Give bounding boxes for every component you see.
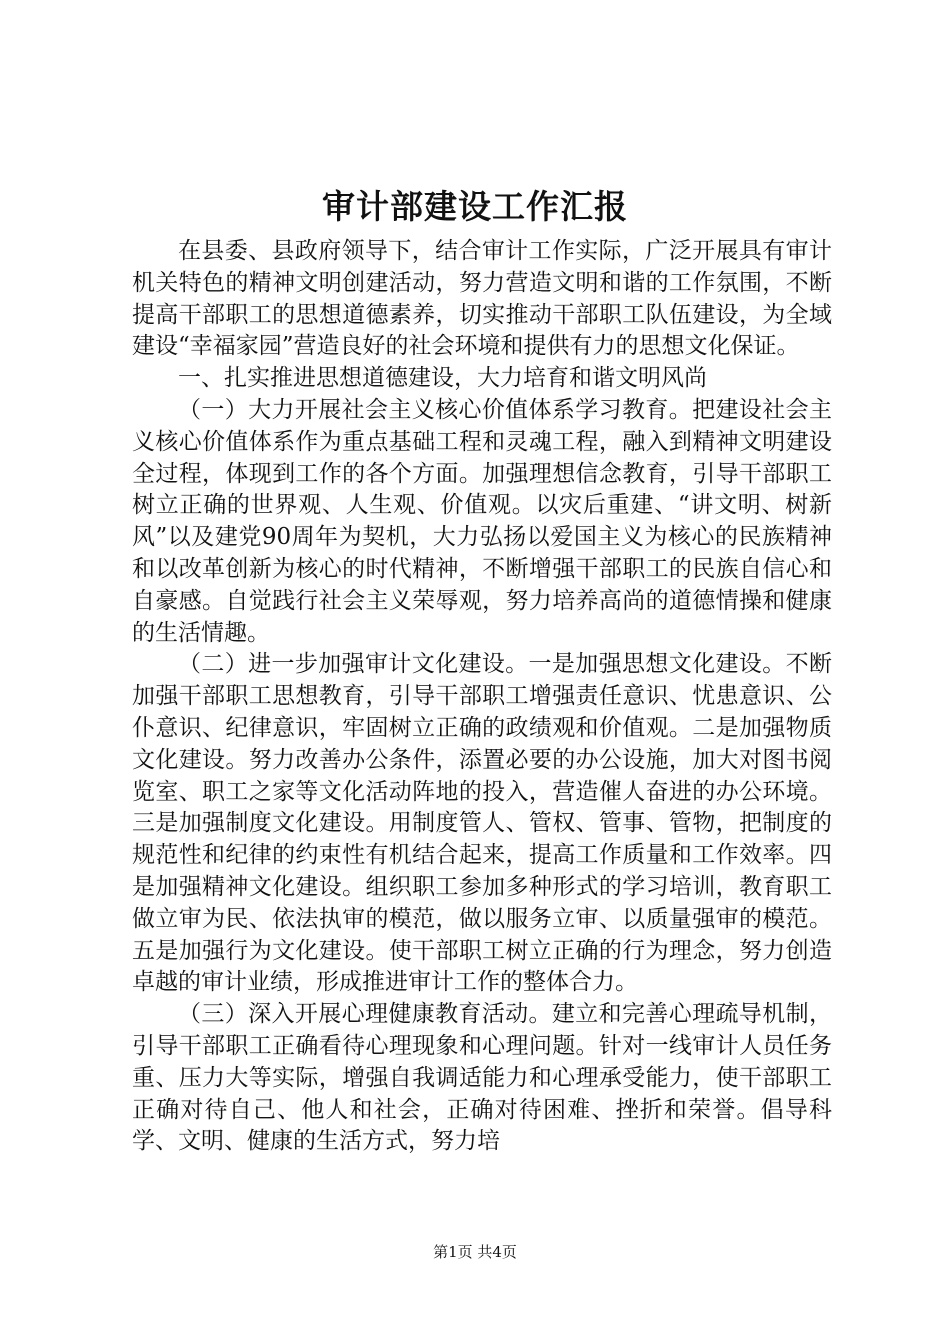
subsection-paragraph-1: （一）大力开展社会主义核心价值体系学习教育。把建设社会主义核心价值体系作为重点基础工程和灵魂工程，融入到精神文明建设全过程，体现到工作的各个方面。加强理想信念教育，引导干部职工树立正确的世界观、人生观、价值观。以灾后重建、“讲文明、树新风”以及建党90周年为契机，大力弘扬以爱国主义为核心的民族精神和以改革创新为核心的时代精神，不断增强干部职工的民族自信心和自豪感。自觉践行社会主义荣辱观，努力培养高尚的道德情操和健康的生活情趣。 <box>132 396 832 646</box>
subsection-paragraph-3: （三）深入开展心理健康教育活动。建立和完善心理疏导机制，引导干部职工正确看待心理现象和心理问题。针对一线审计人员任务重、压力大等实际，增强自我调适能力和心理承受能力，使干部职工正确对待自己、他人和社会，正确对待困难、挫折和荣誉。倡导科学、文明、健康的生活方式，努力培 <box>132 1001 832 1155</box>
document-body <box>132 236 832 1158</box>
document-title: 审计部建设工作汇报 <box>322 187 628 226</box>
subsection-paragraph-2: （二）进一步加强审计文化建设。一是加强思想文化建设。不断加强干部职工思想教育，引导干部职工增强责任意识、忧患意识、公仆意识、纪律意识，牢固树立正确的政绩观和价值观。二是加强物质文化建设。努力改善办公条件，添置必要的办公设施，加大对图书阅览室、职工之家等文化活动阵地的投入，营造催人奋进的办公环境。三是加强制度文化建设。用制度管人、管权、管事、管物，把制度的规范性和纪律的约束性有机结合起来，提高工作质量和工作效率。四是加强精神文化建设。组织职工参加多种形式的学习培训，教育职工做立审为民、依法执审的模范，做以服务立审、以质量强审的模范。五是加强行为文化建设。使干部职工树立正确的行为理念，努力创造卓越的审计业绩，形成推进审计工作的整体合力。 <box>132 651 832 996</box>
section-heading-1: 一、扎实推进思想道德建设，大力培育和谐文明风尚 <box>178 365 707 392</box>
intro-paragraph: 在县委、县政府领导下，结合审计工作实际，广泛开展具有审计机关特色的精神文明创建活动，努力营造文明和谐的工作氛围，不断提高干部职工的思想道德素养，切实推动干部职工队伍建设，为全域建设“幸福家园”营造良好的社会环境和提供有力的思想文化保证。 <box>132 238 832 360</box>
page-number-footer: 第1页 共4页 <box>433 1243 517 1261</box>
